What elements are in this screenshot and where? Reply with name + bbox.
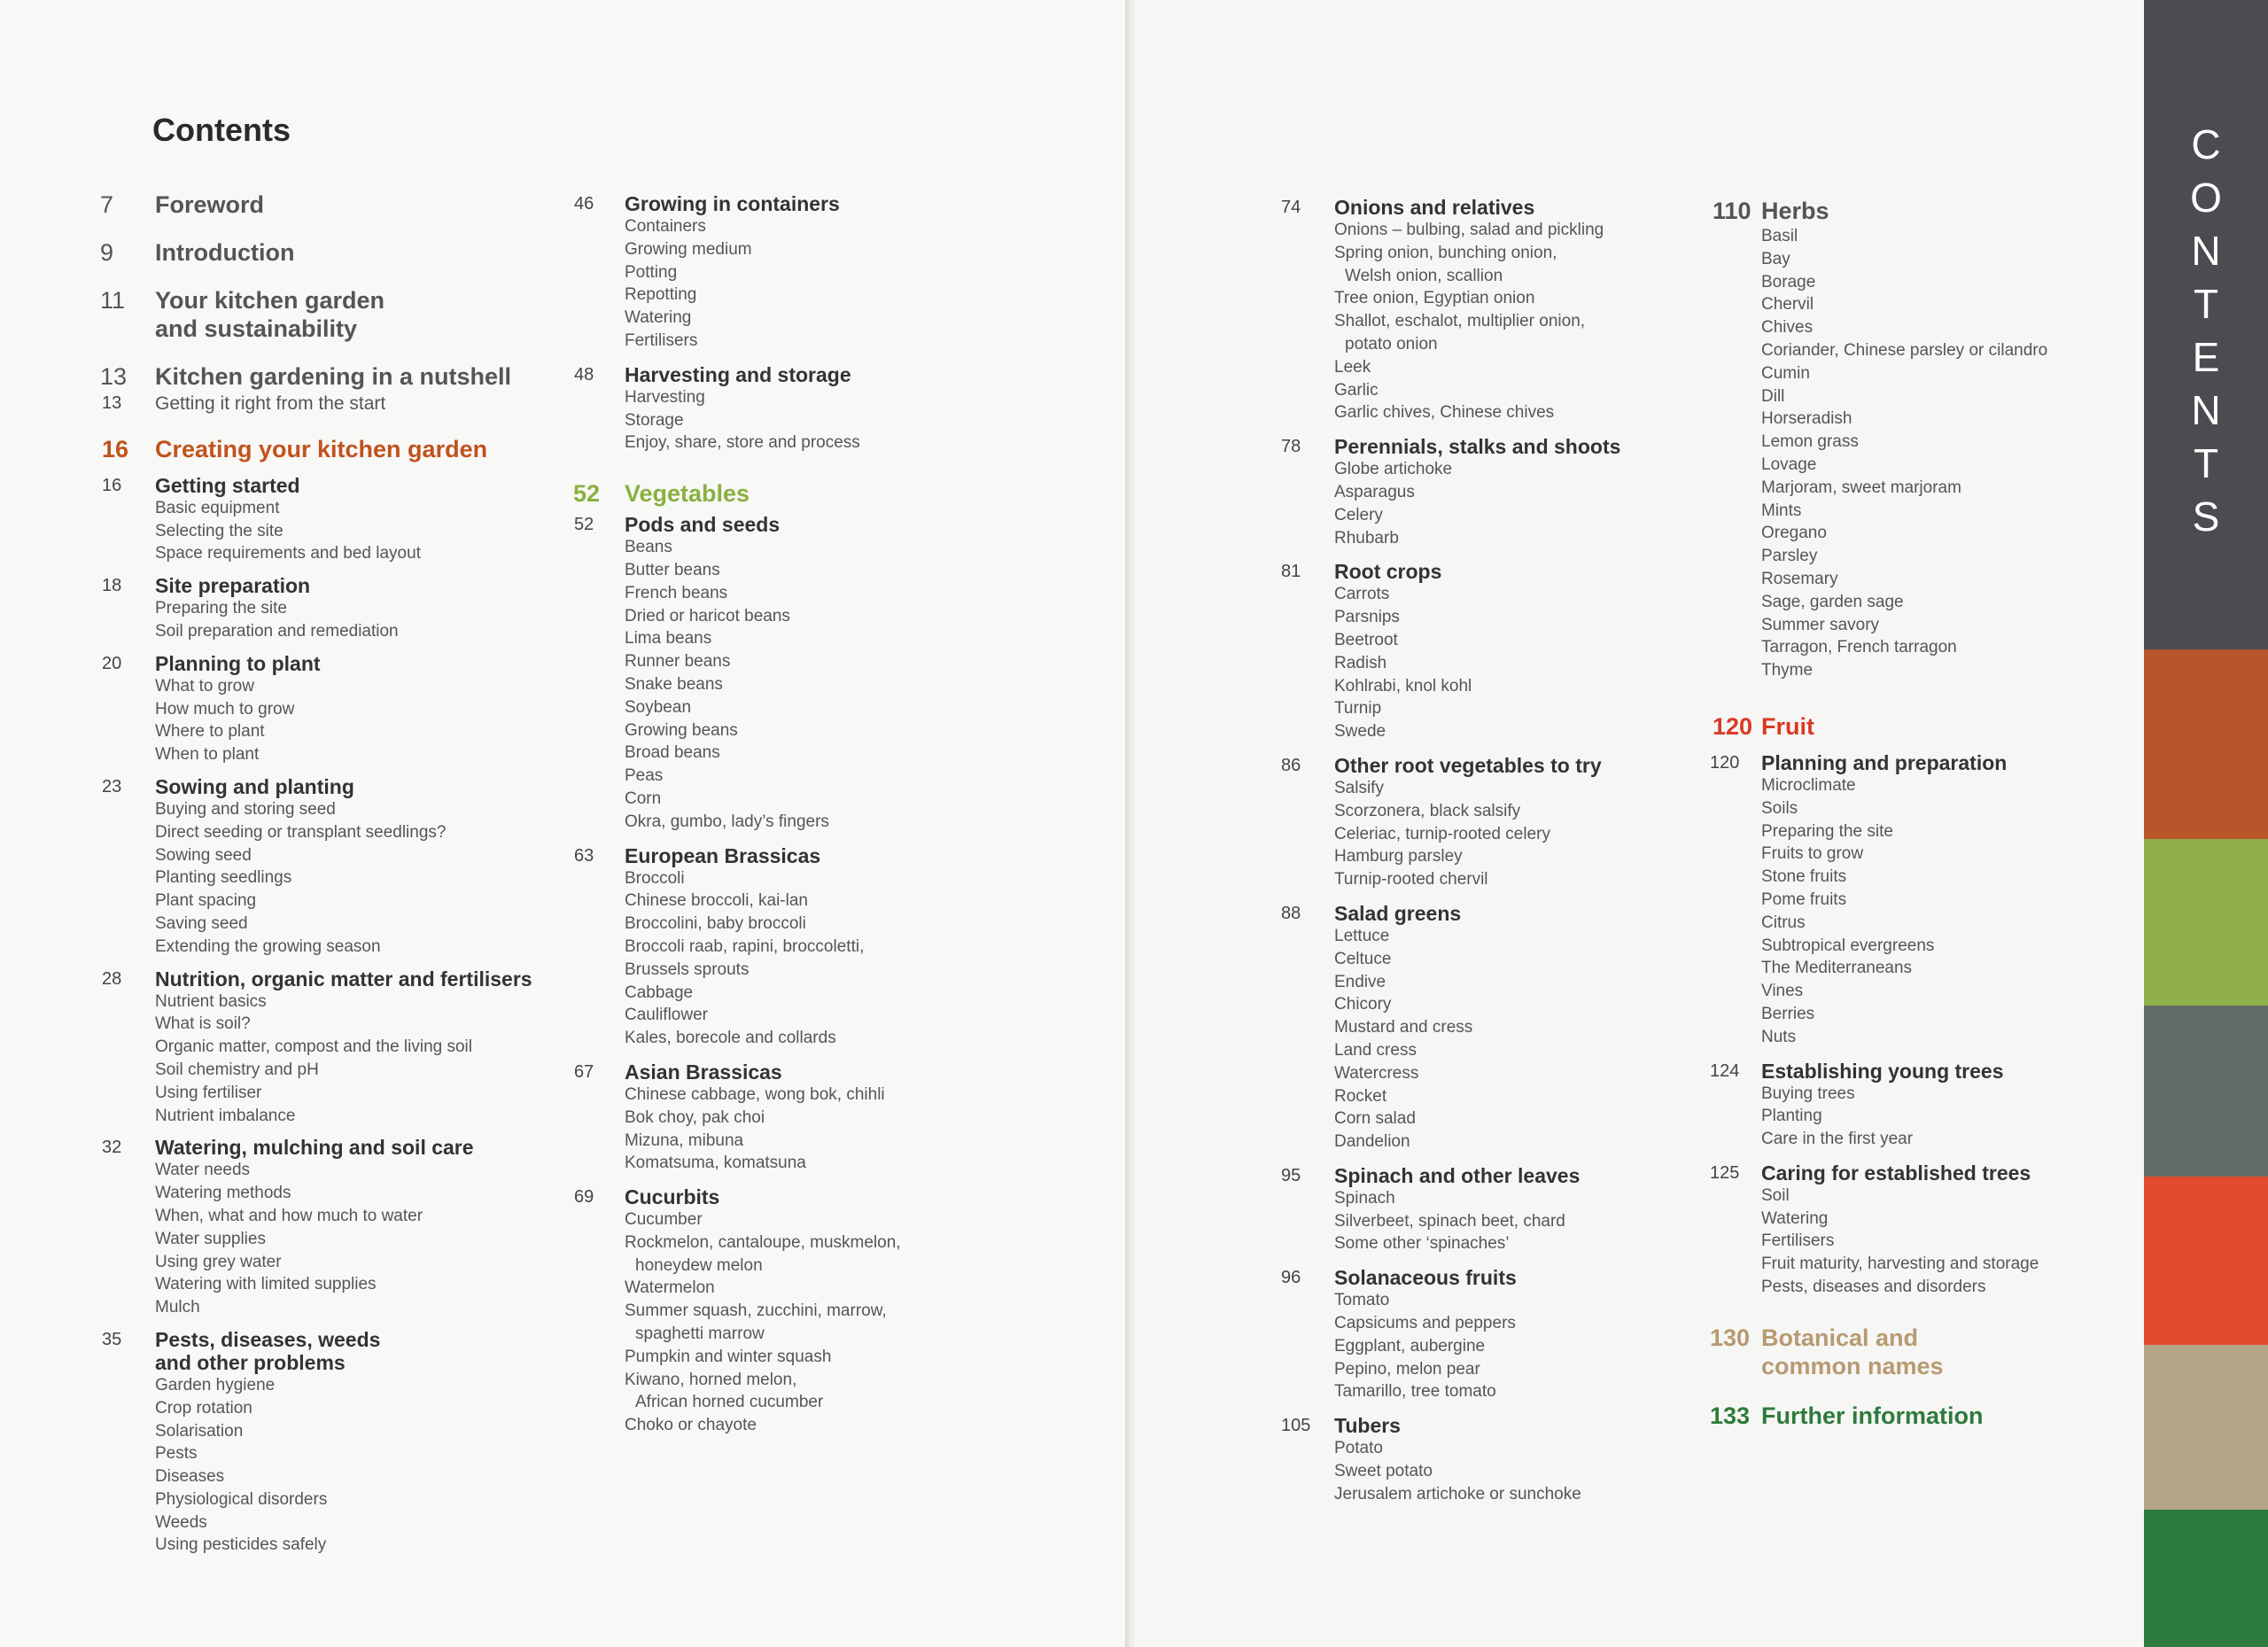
toc-entry bbox=[574, 362, 997, 454]
entry-subtopic: Diseases bbox=[155, 1467, 225, 1487]
toc-entry bbox=[1281, 901, 1706, 1154]
entry-subtopic: Watermelon bbox=[625, 1278, 715, 1298]
entry-subtopic: Sowing seed bbox=[155, 845, 252, 865]
entry-subtopic: Land cress bbox=[1334, 1040, 1417, 1060]
tab-label-letter: T bbox=[2193, 281, 2219, 327]
entry-subtopic: Shallot, eschalot, multiplier onion, bbox=[1334, 312, 1586, 331]
entry-subtopic: Summer savory bbox=[1761, 615, 1880, 634]
entry-subtopic: Silverbeet, spinach beet, chard bbox=[1334, 1211, 1565, 1231]
entry-subtopic: Chinese cabbage, wong bok, chihli bbox=[625, 1084, 885, 1104]
entry-title: Watering, mulching and soil care bbox=[155, 1136, 474, 1160]
entry-subtopic: Broccoli raab, rapini, broccoletti, bbox=[625, 936, 865, 956]
toc-entry bbox=[102, 473, 545, 565]
entry-subtopic: Pome fruits bbox=[1761, 890, 1847, 909]
entry-subtopic: Pumpkin and winter squash bbox=[625, 1347, 832, 1366]
entry-subtopic: Rocket bbox=[1334, 1086, 1387, 1106]
entry-subtopic: Swede bbox=[1334, 722, 1386, 742]
toc-entry bbox=[574, 192, 997, 353]
section-heading bbox=[1710, 1402, 2133, 1430]
entry-subtopic: Broccolini, baby broccoli bbox=[625, 914, 806, 934]
entry-subtopic: Parsley bbox=[1761, 547, 1818, 566]
entry-subtopic: Preparing the site bbox=[155, 599, 287, 618]
entry-subtopic: Eggplant, aubergine bbox=[1334, 1336, 1486, 1356]
entry-subtopic: Citrus bbox=[1761, 913, 1806, 932]
entry-subtopic: Beans bbox=[625, 538, 672, 557]
entry-subtopic: Microclimate bbox=[1761, 775, 1856, 795]
entry-subtopic: Radish bbox=[1334, 653, 1387, 672]
section-page-number: 9 bbox=[100, 239, 114, 266]
section-title-line2: and sustainability bbox=[155, 315, 358, 342]
entry-subtopic: Spring onion, bunching onion, bbox=[1334, 243, 1557, 262]
tab-label-letter: S bbox=[2192, 493, 2220, 540]
tab-grey bbox=[2144, 1006, 2268, 1177]
entry-title: Pods and seeds bbox=[625, 513, 781, 537]
entry-subtopic: Chervil bbox=[1761, 295, 1814, 315]
toc-entry bbox=[1281, 1266, 1706, 1403]
entry-title: Site preparation bbox=[155, 574, 311, 598]
entry-subtopic: Chinese broccoli, kai-lan bbox=[625, 891, 808, 911]
entry-page-number: 81 bbox=[1281, 562, 1301, 582]
entry-page-number: 63 bbox=[574, 845, 594, 866]
section-page-number: 133 bbox=[1710, 1402, 1751, 1429]
entry-subtopic: Choko or chayote bbox=[625, 1416, 757, 1435]
entry-subtopic: Sage, garden sage bbox=[1761, 592, 1904, 611]
entry-page-number: 67 bbox=[574, 1061, 594, 1082]
section-page-number: 52 bbox=[573, 480, 601, 508]
entry-subtopic: Nutrient basics bbox=[155, 991, 267, 1011]
entry-subtopic: Globe artichoke bbox=[1334, 460, 1453, 479]
entry-subtopic: Tomato bbox=[1334, 1291, 1390, 1310]
entry-subtopic: Pepino, melon pear bbox=[1334, 1359, 1480, 1379]
entry-subtopic: Watering methods bbox=[155, 1184, 291, 1203]
entry-subtopic: Soils bbox=[1761, 798, 1798, 818]
entry-subtopic: Stone fruits bbox=[1761, 867, 1847, 887]
toc-entry bbox=[102, 1136, 545, 1319]
entry-title: Sowing and planting bbox=[155, 774, 354, 798]
toc-entry bbox=[1710, 750, 2133, 1049]
entry-subtopic: Butter beans bbox=[625, 560, 720, 579]
entry-page-number: 20 bbox=[102, 653, 122, 673]
entry-subtopic: Borage bbox=[1761, 272, 1816, 291]
toc-entry bbox=[1281, 1414, 1706, 1505]
entry-page-number: 32 bbox=[102, 1138, 122, 1158]
entry-page-number: 23 bbox=[102, 776, 122, 796]
entry-subtopic: Celery bbox=[1334, 505, 1383, 524]
entry-subtopic: Organic matter, compost and the living soil bbox=[155, 1037, 473, 1057]
entry-page-number: 125 bbox=[1710, 1162, 1740, 1183]
entry-subtopic: Garlic bbox=[1334, 380, 1379, 400]
tab-label-letter: C bbox=[2191, 121, 2221, 167]
contents-column-3 bbox=[1281, 196, 1706, 1506]
entry-subtopic: Care in the first year bbox=[1761, 1130, 1914, 1149]
entry-page-number: 78 bbox=[1281, 437, 1301, 457]
entry-subtopic: Kiwano, horned melon, bbox=[625, 1370, 797, 1389]
entry-subtopic: Salsify bbox=[1334, 778, 1384, 797]
entry-subtopic: Mustard and cress bbox=[1334, 1018, 1473, 1037]
entry-subtopic: Fertilisers bbox=[625, 330, 698, 350]
toc-entry bbox=[574, 1060, 997, 1175]
entry-subtopic: Saving seed bbox=[155, 913, 248, 933]
tab-label bbox=[2144, 121, 2268, 549]
section-title: Kitchen gardening in a nutshell bbox=[155, 363, 512, 390]
toc-entry bbox=[1281, 560, 1706, 743]
entry-subtopic: Chicory bbox=[1334, 995, 1392, 1014]
entry-page-number: 96 bbox=[1281, 1268, 1301, 1288]
entry-subtopic: Watering bbox=[625, 308, 692, 328]
entry-subtopic: African horned cucumber bbox=[635, 1393, 824, 1412]
entry-subtopic: Tamarillo, tree tomato bbox=[1334, 1382, 1496, 1402]
section-title: Creating your kitchen garden bbox=[155, 435, 488, 462]
tab-red bbox=[2144, 1177, 2268, 1345]
entry-subtopic: Rhubarb bbox=[1334, 528, 1399, 548]
entry-title: European Brassicas bbox=[625, 843, 821, 867]
entry-subtopic: Water supplies bbox=[155, 1229, 266, 1248]
entry-subtopic: Extending the growing season bbox=[155, 936, 381, 956]
entry-subtopic: Celtuce bbox=[1334, 949, 1392, 968]
contents-column-2 bbox=[573, 192, 997, 1437]
entry-subtopic: Repotting bbox=[625, 285, 697, 305]
entry-subtopic: Cumin bbox=[1761, 363, 1810, 383]
tab-label-letter: N bbox=[2191, 387, 2221, 433]
entry-subtopic: Watering bbox=[1761, 1208, 1829, 1228]
section-heading bbox=[1710, 1324, 2133, 1380]
entry-subtopic: Nuts bbox=[1761, 1027, 1797, 1046]
entry-subtopic: Brussels sprouts bbox=[625, 959, 750, 979]
entry-subtopic: Scorzonera, black salsify bbox=[1334, 801, 1521, 820]
entry-subtopic: Selecting the site bbox=[155, 521, 284, 540]
tab-label-letter: E bbox=[2192, 334, 2220, 380]
entry-subtopic: Solarisation bbox=[155, 1421, 244, 1441]
entry-subtopic: Dandelion bbox=[1334, 1132, 1410, 1152]
entry-subtopic: Sweet potato bbox=[1334, 1462, 1433, 1481]
entry-subtopic: Weeds bbox=[155, 1512, 207, 1532]
entry-subtopic: honeydew melon bbox=[635, 1255, 763, 1275]
tab-dark-green bbox=[2144, 1510, 2268, 1647]
entry-subtopic: Basil bbox=[1761, 227, 1798, 245]
entry-subtopic: Tree onion, Egyptian onion bbox=[1334, 289, 1535, 308]
tab-tan bbox=[2144, 1345, 2268, 1510]
entry-subtopic: Thyme bbox=[1761, 661, 1814, 680]
entry-subtopic: Snake beans bbox=[625, 674, 723, 694]
entry-subtopic: Crop rotation bbox=[155, 1398, 252, 1418]
entry-subtopic: Storage bbox=[625, 410, 684, 430]
entry-subtopic: Welsh onion, scallion bbox=[1345, 266, 1503, 285]
section-title: Your kitchen garden bbox=[155, 287, 385, 314]
entry-subtopic: Using fertiliser bbox=[155, 1083, 262, 1102]
entry-page-number: 52 bbox=[574, 515, 594, 535]
entry-subtopic: Potting bbox=[625, 262, 678, 282]
entry-page-number: 124 bbox=[1710, 1060, 1740, 1081]
contents-column-1 bbox=[100, 190, 545, 1557]
entry-subtopic: spaghetti marrow bbox=[635, 1325, 765, 1344]
toc-entry bbox=[1281, 196, 1706, 424]
section-heading bbox=[100, 362, 545, 391]
entry-subtopic: Parsnips bbox=[1334, 608, 1400, 627]
entry-subtopic: Leek bbox=[1334, 357, 1371, 377]
entry-subtopic: Dried or haricot beans bbox=[625, 606, 790, 625]
contents-column-4 bbox=[1710, 197, 2133, 1430]
entry-subtopic: Berries bbox=[1761, 1004, 1815, 1023]
entry-subtopic: Soybean bbox=[625, 697, 692, 717]
section-heading bbox=[1713, 197, 2133, 225]
entry-subtopic: How much to grow bbox=[155, 699, 295, 719]
entry-subtopic: Hamburg parsley bbox=[1334, 847, 1463, 866]
entry-page-number: 88 bbox=[1281, 903, 1301, 923]
entry-subtopic: Some other ‘spinaches’ bbox=[1334, 1234, 1510, 1254]
entry-page-number: 69 bbox=[574, 1187, 594, 1208]
entry-subtopic: Garlic chives, Chinese chives bbox=[1334, 403, 1555, 423]
entry-subtopic: Lima beans bbox=[625, 629, 712, 649]
entry-subtopic: Chives bbox=[1761, 318, 1814, 338]
entry-subtopic: Marjoram, sweet marjoram bbox=[1761, 478, 1961, 497]
entry-subtopic: Corn salad bbox=[1334, 1109, 1416, 1129]
toc-entry bbox=[574, 843, 997, 1050]
entry-subtopic: Mulch bbox=[155, 1298, 200, 1317]
section-heading bbox=[100, 238, 545, 267]
entry-subtopic: Fruit maturity, harvesting and storage bbox=[1761, 1255, 2039, 1274]
entry-subtopic: Planting seedlings bbox=[155, 868, 292, 888]
entry-subtopic: The Mediterraneans bbox=[1761, 959, 1913, 978]
entry-subtopic: Komatsuma, komatsuna bbox=[625, 1154, 806, 1173]
entry-subtopic: Growing medium bbox=[625, 239, 752, 259]
section-title: Foreword bbox=[155, 191, 265, 218]
entry-subtopic: Fertilisers bbox=[1761, 1231, 1835, 1251]
entry-subtopic: Bok choy, pak choi bbox=[625, 1107, 765, 1127]
entry-title: Growing in containers bbox=[625, 192, 840, 215]
entry-subtopic: Space requirements and bed layout bbox=[155, 544, 421, 563]
entry-subtopic: Bay bbox=[1761, 249, 1790, 268]
entry-subtopic: Dill bbox=[1761, 386, 1785, 406]
entry-subtopic: Corn bbox=[625, 789, 662, 808]
entry-subtopic: Asparagus bbox=[1334, 482, 1415, 501]
entry-subtopic: Potato bbox=[1334, 1439, 1383, 1458]
tab-light-green bbox=[2144, 839, 2268, 1006]
entry-subtopic: Lettuce bbox=[1334, 926, 1390, 945]
entry-subtopic: Lemon grass bbox=[1761, 432, 1859, 452]
entry-subtopic: Onions – bulbing, salad and pickling bbox=[1334, 221, 1604, 239]
entry-subtopic: Spinach bbox=[1334, 1188, 1395, 1208]
entry-subtopic: Using grey water bbox=[155, 1252, 282, 1271]
entry-title: Planning and preparation bbox=[1761, 750, 2008, 774]
entry-page-number: 28 bbox=[102, 968, 122, 989]
section-heading bbox=[102, 435, 545, 463]
section-page-number: 130 bbox=[1710, 1324, 1751, 1351]
entry-title: Asian Brassicas bbox=[625, 1060, 782, 1084]
entry-subtopic: Where to plant bbox=[155, 722, 265, 742]
entry-title-line2: and other problems bbox=[155, 1350, 346, 1374]
entry-title: Establishing young trees bbox=[1761, 1059, 2004, 1083]
entry-subtopic: Tarragon, French tarragon bbox=[1761, 638, 1957, 657]
entry-subtopic: Rockmelon, cantaloupe, muskmelon, bbox=[625, 1232, 901, 1252]
entry-subtopic: Coriander, Chinese parsley or cilandro bbox=[1761, 340, 2048, 360]
entry-page-number: 35 bbox=[102, 1329, 122, 1349]
section-heading bbox=[573, 479, 997, 508]
entry-subtopic: potato onion bbox=[1345, 334, 1438, 353]
entry-subtopic: Broad beans bbox=[625, 743, 720, 763]
entry-subtopic: Watercress bbox=[1334, 1063, 1419, 1083]
entry-page-number: 16 bbox=[102, 475, 122, 495]
section-page-number: 7 bbox=[100, 191, 114, 218]
tab-label-letter: N bbox=[2191, 228, 2221, 274]
entry-subtopic: Peas bbox=[625, 766, 664, 786]
entry-page-number: 95 bbox=[1281, 1165, 1301, 1185]
section-page-number: 13 bbox=[100, 363, 128, 390]
entry-title: Pests, diseases, weeds bbox=[155, 1327, 381, 1351]
entry-subtopic: Harvesting bbox=[625, 387, 705, 407]
toc-entry bbox=[102, 651, 545, 766]
section-heading bbox=[100, 190, 545, 219]
entry-title: Cucurbits bbox=[625, 1185, 720, 1209]
entry-title: Getting it right from the start bbox=[155, 393, 386, 414]
entry-subtopic: Pests bbox=[155, 1444, 198, 1464]
entry-subtopic: Buying and storing seed bbox=[155, 799, 336, 819]
toc-entry bbox=[1281, 1163, 1706, 1255]
entry-title: Caring for established trees bbox=[1761, 1161, 2031, 1185]
entry-subtopic: Cabbage bbox=[625, 983, 694, 1002]
entry-title: Other root vegetables to try bbox=[1334, 753, 1602, 777]
entry-subtopic: Kohlrabi, knol kohl bbox=[1334, 676, 1472, 695]
section-heading bbox=[1713, 712, 2133, 741]
entry-subtopic: Basic equipment bbox=[155, 498, 280, 517]
entry-subtopic: Using pesticides safely bbox=[155, 1535, 327, 1555]
entry-subtopic: What to grow bbox=[155, 676, 254, 695]
tab-label-letter: T bbox=[2193, 440, 2219, 486]
section-tab-strip bbox=[2144, 0, 2268, 1647]
entry-subtopic: Garden hygiene bbox=[155, 1375, 276, 1395]
section-title: Further information bbox=[1761, 1402, 1984, 1429]
entry-subtopic: Lovage bbox=[1761, 454, 1817, 474]
entry-subtopic: Subtropical evergreens bbox=[1761, 936, 1935, 955]
entry-title: Solanaceous fruits bbox=[1334, 1266, 1517, 1290]
toc-entry bbox=[1281, 435, 1706, 549]
toc-entry bbox=[1281, 753, 1706, 891]
tab-orange bbox=[2144, 649, 2268, 839]
entry-subtopic: Beetroot bbox=[1334, 630, 1398, 649]
entry-subtopic: Summer squash, zucchini, marrow, bbox=[625, 1301, 887, 1321]
entry-subtopic: Oregano bbox=[1761, 524, 1827, 543]
section-page-number: 11 bbox=[100, 287, 126, 314]
entry-page-number: 86 bbox=[1281, 755, 1301, 775]
entry-subtopic: Celeriac, turnip-rooted celery bbox=[1334, 824, 1550, 843]
entry-subtopic: When to plant bbox=[155, 745, 260, 765]
entry-page-number: 46 bbox=[574, 194, 594, 214]
entry-subtopic: Carrots bbox=[1334, 585, 1390, 604]
entry-page-number: 18 bbox=[102, 576, 122, 596]
toc-entry bbox=[1710, 1059, 2133, 1151]
toc-entry bbox=[574, 513, 997, 833]
entry-subtopic: Turnip-rooted chervil bbox=[1334, 870, 1488, 890]
entry-subtopic: When, what and how much to water bbox=[155, 1206, 423, 1225]
entry-subtopic: Soil preparation and remediation bbox=[155, 621, 399, 641]
entry-page-number: 120 bbox=[1710, 752, 1740, 773]
section-page-number: 16 bbox=[102, 435, 129, 462]
page-title: Contents bbox=[152, 112, 291, 148]
section-title: Introduction bbox=[155, 239, 295, 266]
entry-title: Tubers bbox=[1334, 1414, 1401, 1438]
entry-title: Harvesting and storage bbox=[625, 362, 851, 386]
entry-subtopic: Rosemary bbox=[1761, 569, 1838, 588]
toc-entry bbox=[1710, 1161, 2133, 1299]
entry-title: Salad greens bbox=[1334, 901, 1462, 925]
entry-subtopic: Buying trees bbox=[1761, 1084, 1855, 1103]
entry-subtopic: French beans bbox=[625, 583, 728, 602]
entry-subtopic: Endive bbox=[1334, 972, 1386, 991]
entry-subtopic: Turnip bbox=[1334, 699, 1382, 719]
entry-subtopic: Pests, diseases and disorders bbox=[1761, 1278, 1986, 1297]
entry-subtopic: Okra, gumbo, lady’s fingers bbox=[625, 812, 829, 831]
entry-title: Planning to plant bbox=[155, 651, 321, 675]
entry-subtopic: Planting bbox=[1761, 1107, 1822, 1126]
entry-subtopic: Containers bbox=[625, 217, 706, 236]
section-title: Herbs bbox=[1761, 198, 1829, 224]
entry-title: Root crops bbox=[1334, 560, 1442, 584]
entry-subtopic: Vines bbox=[1761, 982, 1804, 1001]
toc-entry bbox=[102, 1327, 545, 1557]
entry-title: Getting started bbox=[155, 473, 300, 497]
toc-entry bbox=[102, 774, 545, 959]
entry-subtopic: Nutrient imbalance bbox=[155, 1106, 296, 1125]
entry-subtopic: Kales, borecole and collards bbox=[625, 1029, 836, 1048]
section-page-number: 110 bbox=[1713, 198, 1751, 224]
section-heading bbox=[100, 286, 545, 343]
entry-subtopic: What is soil? bbox=[155, 1014, 251, 1034]
section-title: Botanical and bbox=[1761, 1324, 1919, 1351]
entry-title: Spinach and other leaves bbox=[1334, 1163, 1581, 1187]
toc-entry bbox=[574, 1185, 997, 1437]
toc-entry bbox=[102, 392, 545, 416]
entry-subtopic: Mints bbox=[1761, 501, 1802, 520]
entry-subtopic: Growing beans bbox=[625, 720, 738, 740]
entry-subtopic: Direct seeding or transplant seedlings? bbox=[155, 822, 447, 842]
section-title: Vegetables bbox=[625, 480, 750, 508]
entry-subtopic: Water needs bbox=[155, 1161, 251, 1180]
entry-subtopic: Preparing the site bbox=[1761, 821, 1893, 841]
entry-title: Perennials, stalks and shoots bbox=[1334, 435, 1621, 459]
entry-subtopic: Jerusalem artichoke or sunchoke bbox=[1334, 1484, 1581, 1503]
entry-page-number: 74 bbox=[1281, 198, 1301, 217]
entry-subtopic: Physiological disorders bbox=[155, 1489, 328, 1509]
entry-subtopic: Cauliflower bbox=[625, 1006, 708, 1025]
entry-subtopic: Capsicums and peppers bbox=[1334, 1314, 1516, 1333]
toc-entry bbox=[102, 574, 545, 643]
entry-subtopic: Mizuna, mibuna bbox=[625, 1130, 744, 1150]
tab-label-letter: O bbox=[2190, 175, 2222, 221]
entry-subtopic: Horseradish bbox=[1761, 409, 1852, 429]
entry-subtopic: Plant spacing bbox=[155, 891, 257, 911]
section-title-line2: common names bbox=[1761, 1352, 1944, 1379]
entry-title: Nutrition, organic matter and fertilisers bbox=[155, 967, 532, 991]
entry-subtopic: Watering with limited supplies bbox=[155, 1275, 377, 1294]
entry-subtopic: Enjoy, share, store and process bbox=[625, 433, 860, 453]
entry-subtopic: Soil chemistry and pH bbox=[155, 1060, 319, 1079]
section-page-number: 120 bbox=[1713, 712, 1753, 740]
entry-subtopic: Cucumber bbox=[625, 1210, 703, 1230]
entry-page-number: 48 bbox=[574, 364, 594, 385]
entry-page-number: 105 bbox=[1281, 1416, 1311, 1436]
toc-entry bbox=[102, 967, 545, 1128]
entry-subtopic: Runner beans bbox=[625, 652, 731, 672]
entry-subtopic: Soil bbox=[1761, 1185, 1790, 1205]
entry-subtopic: Fruits to grow bbox=[1761, 844, 1864, 864]
entry-title: Onions and relatives bbox=[1334, 196, 1535, 219]
section-title: Fruit bbox=[1761, 712, 1814, 740]
entry-page-number: 13 bbox=[102, 393, 122, 413]
entry-subtopic: Broccoli bbox=[625, 868, 685, 888]
